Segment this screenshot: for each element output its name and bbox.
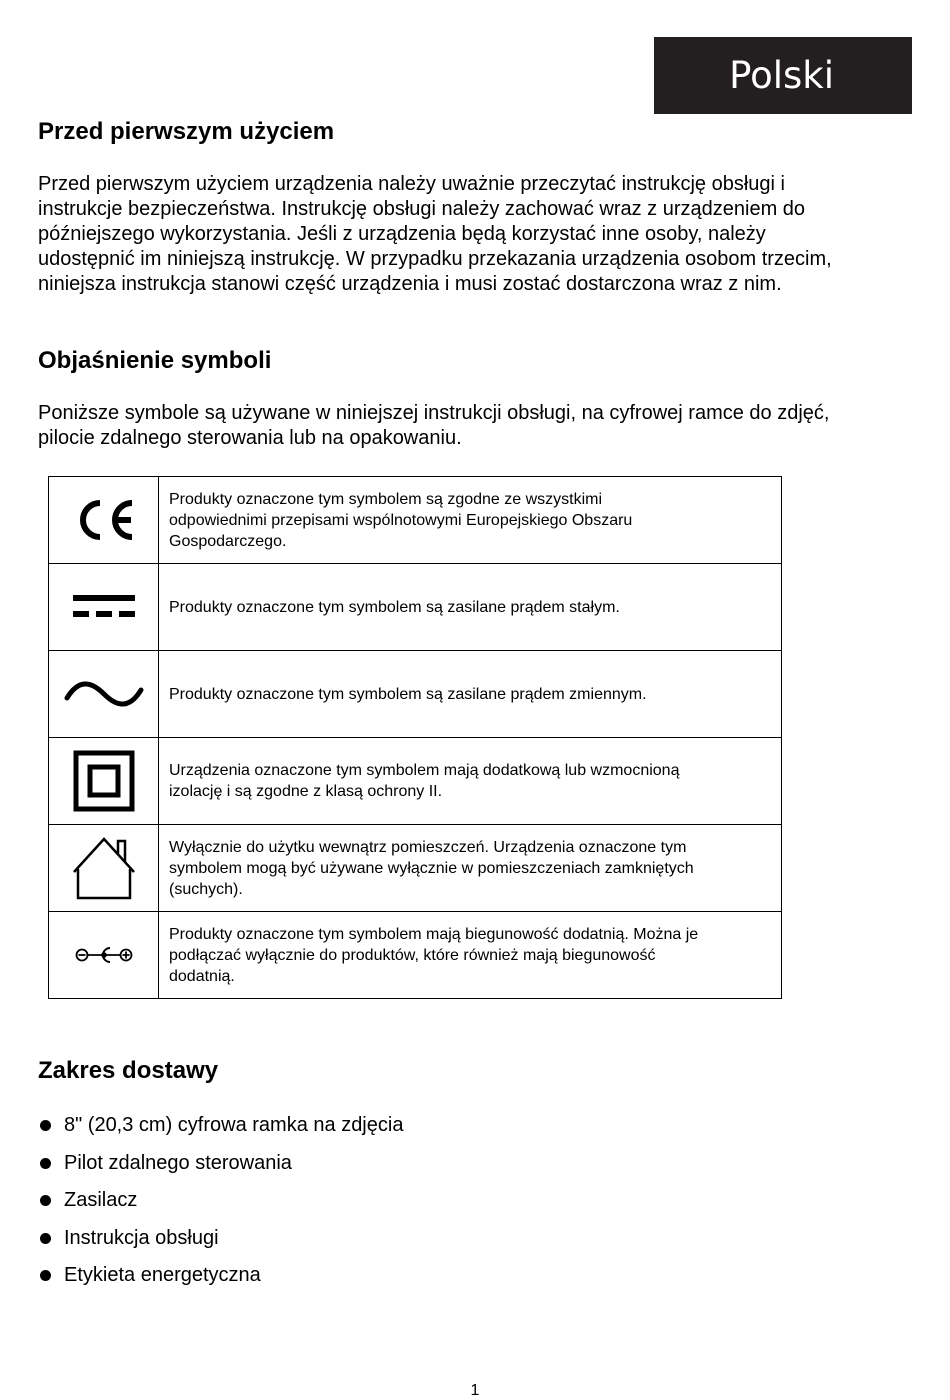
language-tab: Polski <box>654 37 912 114</box>
symbols-table <box>48 476 782 999</box>
text-line: odpowiednimi przepisami wspólnotowymi Europejskiego Obszaru <box>169 511 633 529</box>
text-line: niniejsza instrukcja stanowi część urządzenia i musi zostać dostarczona wraz z nim. <box>38 273 782 295</box>
list-item-text: Pilot zdalnego sterowania <box>64 1151 292 1174</box>
bullet-icon <box>40 1195 51 1206</box>
text-line: Produkty oznaczone tym symbolem są zasilane prądem stałym. <box>169 598 620 616</box>
symbol-cell <box>49 738 159 825</box>
list-item <box>38 1145 403 1183</box>
text-line: dodatnią. <box>169 967 235 985</box>
direct-current-icon <box>71 592 137 622</box>
text-line: Przed pierwszym użyciem urządzenia należy uważnie przeczytać instrukcję obsługi i <box>38 173 785 195</box>
positive-polarity-icon <box>72 943 136 967</box>
symbol-description <box>159 477 782 564</box>
indoor-use-house-icon <box>72 835 136 901</box>
paragraph-before-first-use <box>38 172 918 297</box>
list-item <box>38 1182 403 1220</box>
text-line: Wyłącznie do użytku wewnątrz pomieszczeń. Urządzenia oznaczone tym <box>169 838 687 856</box>
text-line: Produkty oznaczone tym symbolem są zgodne ze wszystkimi <box>169 490 603 508</box>
text-line: Gospodarczego. <box>169 532 287 550</box>
symbol-row-polarity <box>49 912 782 999</box>
double-insulation-icon <box>73 750 135 812</box>
symbol-description <box>159 564 782 651</box>
symbol-description <box>159 912 782 999</box>
bullet-icon <box>40 1270 51 1281</box>
bullet-icon <box>40 1233 51 1244</box>
text-line: instrukcje bezpieczeństwa. Instrukcję obsługi należy zachować wraz z urządzeniem do <box>38 198 806 220</box>
list-item <box>38 1220 403 1258</box>
text-line: udostępnić im niniejszą instrukcję. W przypadku przekazania urządzenia osobom trzecim, <box>38 248 832 270</box>
symbol-row-double-insulation <box>49 738 782 825</box>
text-line: późniejszego wykorzystania. Jeśli z urządzenia będą korzystać inne osoby, należy <box>38 223 766 245</box>
symbol-description <box>159 825 782 912</box>
list-item-text: 8" (20,3 cm) cyfrowa ramka na zdjęcia <box>64 1114 404 1136</box>
list-item <box>38 1107 403 1145</box>
text-line: podłączać wyłącznie do produktów, które również mają biegunowość <box>169 946 656 964</box>
symbol-cell <box>49 912 159 999</box>
text-line: Poniższe symbole są używane w niniejszej instrukcji obsługi, na cyfrowej ramce do zdjęć, <box>38 402 830 424</box>
text-line: Produkty oznaczone tym symbolem mają biegunowość dodatnią. Można je <box>169 925 699 943</box>
symbol-row-ac <box>49 651 782 738</box>
text-line: izolację i są zgodne z klasą ochrony II. <box>169 783 443 800</box>
symbol-row-indoor <box>49 825 782 912</box>
symbol-cell <box>49 564 159 651</box>
bullet-icon <box>40 1158 51 1169</box>
delivery-list <box>38 1107 403 1295</box>
list-item-text: Zasilacz <box>64 1189 138 1211</box>
page-number: 1 <box>470 1382 480 1399</box>
list-item <box>38 1257 403 1295</box>
alternating-current-icon <box>64 674 144 714</box>
ce-mark-icon <box>72 497 136 543</box>
heading-before-first-use: Przed pierwszym użyciem <box>38 118 335 145</box>
symbol-row-dc <box>49 564 782 651</box>
symbol-description <box>159 738 782 825</box>
symbol-description <box>159 651 782 738</box>
text-line: Urządzenia oznaczone tym symbolem mają dodatkową lub wzmocnioną <box>169 762 680 779</box>
text-line: pilocie zdalnego sterowania lub na opakowaniu. <box>38 427 462 449</box>
text-line: Produkty oznaczone tym symbolem są zasilane prądem zmiennym. <box>169 685 647 703</box>
list-item-text: Etykieta energetyczna <box>64 1264 261 1286</box>
symbol-cell <box>49 651 159 738</box>
bullet-icon <box>40 1120 51 1131</box>
text-line: symbolem mogą być używane wyłącznie w pomieszczeniach zamkniętych <box>169 859 694 877</box>
heading-symbols: Objaśnienie symboli <box>38 347 272 374</box>
heading-delivery-scope: Zakres dostawy <box>38 1057 219 1084</box>
symbol-cell <box>49 477 159 564</box>
text-line: (suchych). <box>169 880 243 898</box>
symbol-cell <box>49 825 159 912</box>
paragraph-symbols <box>38 401 918 451</box>
list-item-text: Instrukcja obsługi <box>64 1226 219 1249</box>
symbol-row-ce <box>49 477 782 564</box>
